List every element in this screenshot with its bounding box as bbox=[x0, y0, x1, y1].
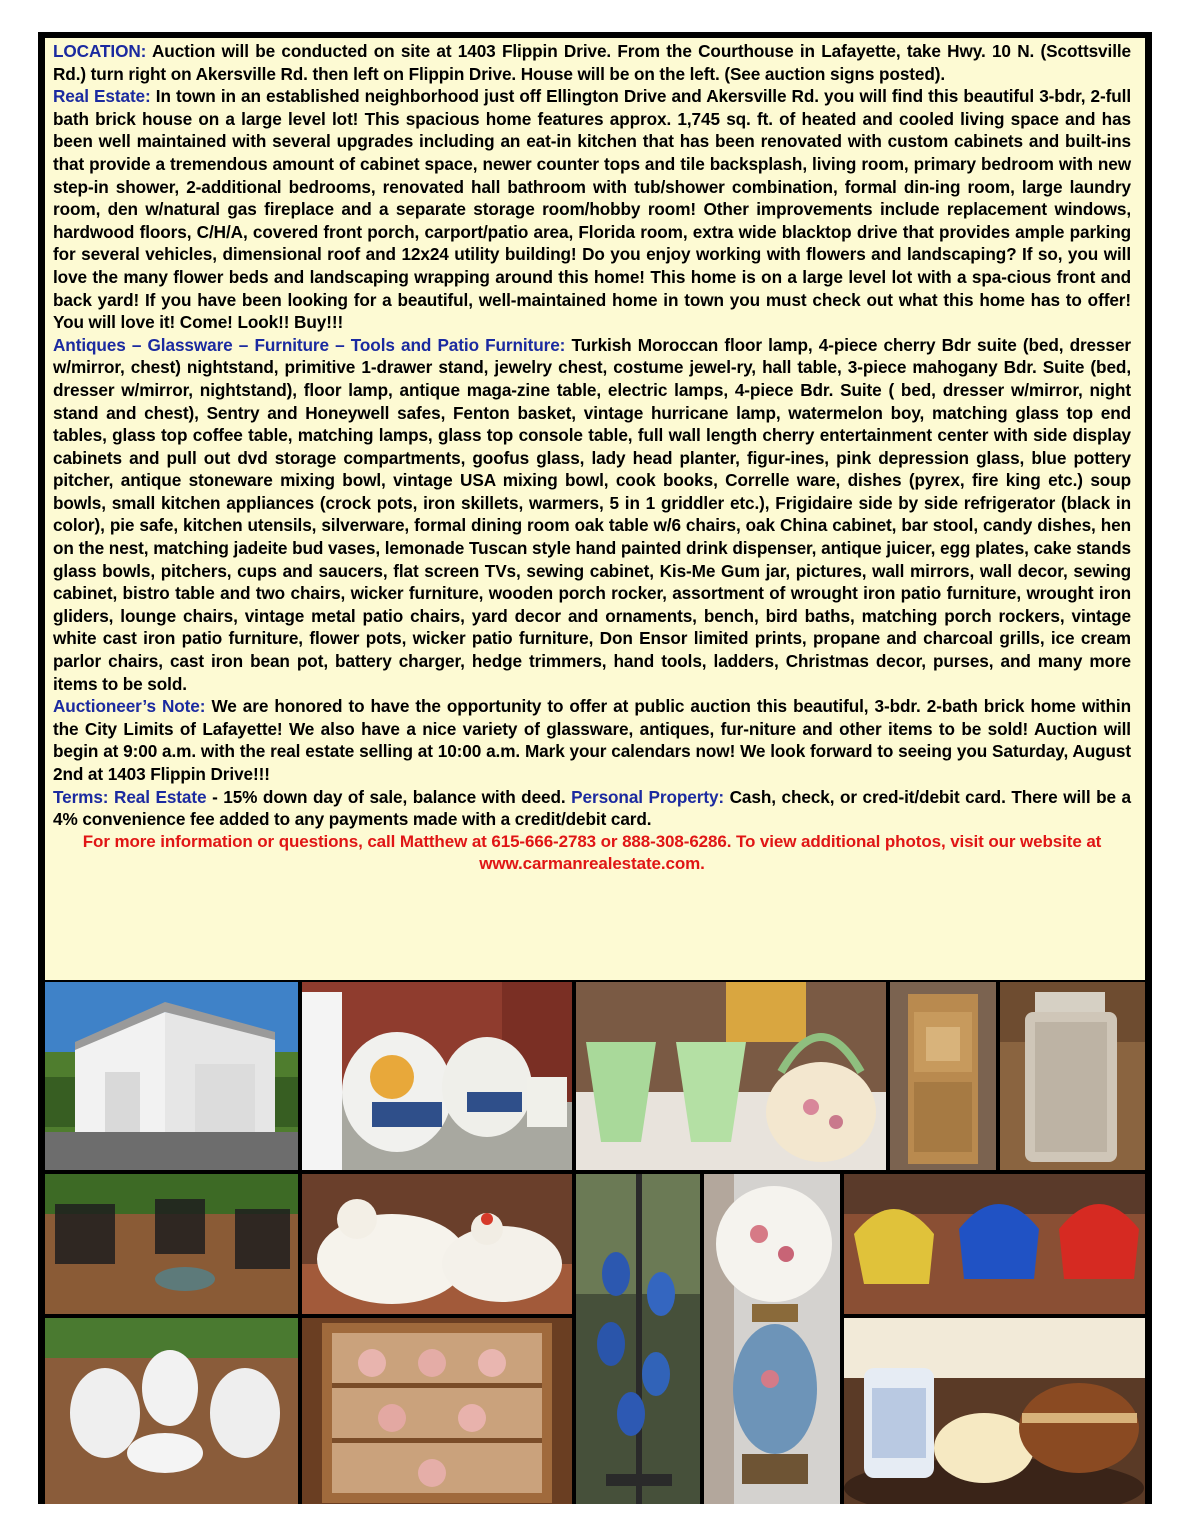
real-estate-label: Real Estate: bbox=[53, 86, 151, 107]
photo-hen-on-nest bbox=[302, 1174, 572, 1314]
note-label: Auctioneer’s Note: bbox=[53, 696, 206, 717]
photo-china-cabinet-pink-glass bbox=[302, 1318, 572, 1504]
personal-property-text: Cash, check, or cred-it/debit card. There will be a 4% convenience fee added to any payments made with a credit/debit card. bbox=[53, 786, 1131, 830]
photo-metal-patio-chairs bbox=[844, 1174, 1145, 1314]
photo-wrought-iron-patio bbox=[45, 1174, 298, 1314]
terms-real-estate-text: - 15% down day of sale, balance with deed. bbox=[212, 786, 566, 807]
photo-utility-building bbox=[45, 982, 298, 1170]
contact-line: For more information or questions, call Matthew at 615-666-2783 or 888-308-6286. To view additional photos, visit our website at www.carmanrealestate.com. bbox=[82, 831, 1102, 873]
antiques-paragraph bbox=[53, 334, 1131, 696]
photo-wicker-porch bbox=[302, 982, 572, 1170]
photo-pottery-mixing-bowls bbox=[844, 1318, 1145, 1504]
terms-label: Terms: Real Estate bbox=[53, 786, 207, 807]
photo-pie-safe bbox=[890, 982, 996, 1170]
photo-cast-iron-patio-set bbox=[45, 1318, 298, 1504]
photo-jadeite-vases bbox=[576, 982, 886, 1170]
terms-paragraph bbox=[53, 786, 1131, 831]
photo-gum-jar bbox=[1000, 982, 1145, 1170]
photo-moroccan-floor-lamp bbox=[576, 1174, 700, 1504]
antiques-label: Antiques – Glassware – Furniture – Tools and Patio Furniture: bbox=[53, 334, 566, 355]
note-paragraph bbox=[53, 695, 1131, 785]
flyer-text bbox=[53, 40, 1131, 875]
location-paragraph bbox=[53, 40, 1131, 85]
location-label: LOCATION: bbox=[53, 41, 147, 61]
real-estate-paragraph bbox=[53, 85, 1131, 334]
real-estate-text: In town in an established neighborhood just off Ellington Drive and Akersville Rd. you will find this beautiful 3-bdr, 2-full bath brick house on a large level lot! This spacious home features approx. 1,745 sq. ft. of heated and cooled living space and has been well maintained with several upgrades including an eat-in kitchen that has been renovated with custom cabinets and built-ins that provide a tremendous amount of cabinet space, newer counter tops and tile backsplash, living room, primary bedroom with new step-in shower, 2-additional bedrooms, renovated hall bathroom with tub/shower combination, formal din-ing room, large laundry room, den w/natural gas fireplace and a separate storage room/hobby room! Other improvements include replacement windows, hardwood floors, C/H/A, covered front porch, carport/patio area, Florida room, extra wide blacktop drive that provides ample parking for several vehicles, dimensional roof and 12x24 utility building! Do you enjoy working with flowers and landscaping? If so, you will love the many flower beds and landscaping wrapping around this home! This home is on a large level lot with a spa-cious front and back yard! If you have been looking for a beautiful, well-maintained home in town you must check out what this home has to offer! You will love it! Come! Look!! Buy!!! bbox=[53, 86, 1131, 333]
location-text: Auction will be conducted on site at 1403 Flippin Drive. From the Courthouse in Lafayette, take Hwy. 10 N. (Scottsville Rd.) turn right on Akersville Rd. then left on Flippin Drive. House will be on the left. (See auction signs posted). bbox=[53, 41, 1131, 84]
antiques-text: Turkish Moroccan floor lamp, 4-piece cherry Bdr suite (bed, dresser w/mirror, chest) nightstand, primitive 1-drawer stand, jewelry chest, costume jewel-ry, hall table, 3-piece mahogany Bdr. Suite (bed, dresser w/mirror, nightstand), floor lamp, antique maga-zine table, electric lamps, 4-piece Bdr. Suite ( bed, dresser w/mirror, night stand and chest), Sentry and Honeywell safes, Fenton basket, vintage hurricane lamp, watermelon boy, matching glass top end tables, glass top coffee table, matching lamps, glass top console table, full wall length cherry entertainment center with side display cabinets and pull out dvd storage compartments, goofus glass, lady head planter, figur-ines, pink depression glass, blue pottery pitcher, antique stoneware mixing bowl, vintage USA mixing bowl, cook books, Correlle ware, dishes (pyrex, fire king etc.) soup bowls, small kitchen appliances (crock pots, iron skillets, warmers, 5 in 1 griddler etc.), Frigidaire side by side refrigerator (black in color), pie safe, kitchen utensils, silverware, formal dining room oak table w/6 chairs, oak China cabinet, bar stool, candy dishes, hen on the nest, matching jadeite bud vases, lemonade Tuscan style hand painted drink dispenser, antique juicer, egg plates, cake stands glass bowls, pitchers, cups and saucers, flat screen TVs, sewing cabinet, Kis-Me Gum jar, pictures, wall mirrors, wall decor, sewing cabinet, bistro table and two chairs, wicker furniture, wooden porch rocker, assortment of wrought iron patio furniture, wrought iron gliders, lounge chairs, vintage metal patio chairs, yard decor and ornaments, bench, bird baths, matching porch rockers, vintage white cast iron patio furniture, flower pots, wicker patio furniture, Don Ensor limited prints, propane and charcoal grills, ice cream parlor chairs, cast iron bean pot, battery charger, hedge trimmers, hand tools, ladders, Christmas decor, purses, and many more items to be sold. bbox=[53, 334, 1131, 694]
personal-property-label: Personal Property: bbox=[571, 786, 725, 807]
photo-hurricane-lamp bbox=[704, 1174, 840, 1504]
note-text: We are honored to have the opportunity to offer at public auction this beautiful, 3-bdr. 2-bath brick home within the City Limits of Lafayette! We also have a nice variety of glassware, antiques, fur-niture and other items to be sold! Auction will begin at 9:00 a.m. with the real estate selling at 10:00 a.m. Mark your calendars now! We look forward to seeing you Saturday, August 2nd at 1403 Flippin Drive!!! bbox=[53, 696, 1131, 784]
